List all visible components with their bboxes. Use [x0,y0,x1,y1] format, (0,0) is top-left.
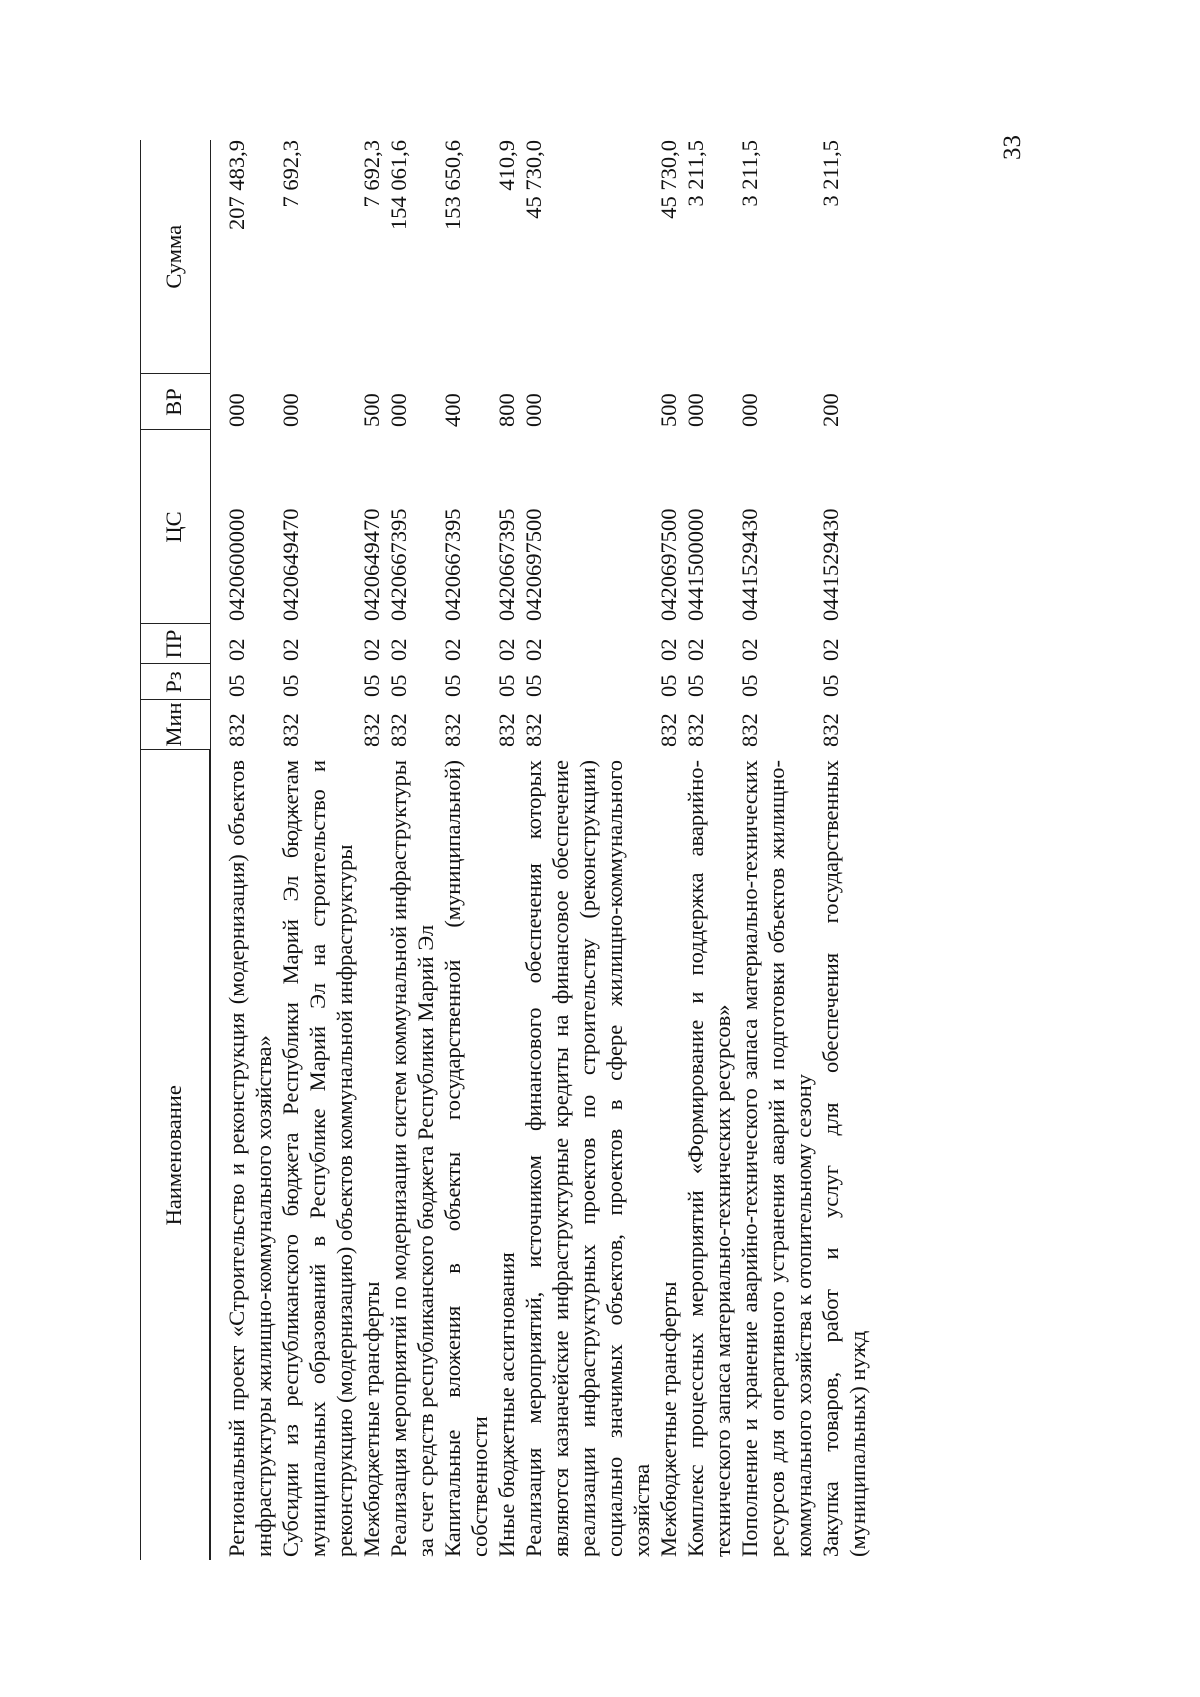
row-cs: 0441500000 [683,508,708,621]
row-name: Реализация мероприятий, источником финансового обеспечения которых являются казначейские инфраструктурные кредиты на финансовое обеспечение реализации инфраструктурных проектов по строительству (реконструкции) социально значимых объектов, проектов в сфере жилищно-коммунального хозяйства [521,760,654,1557]
row-name: Региональный проект «Строительство и реконструкция (модернизация) объектов инфраструктуры жилищно-коммунального хозяйства» [224,760,276,1557]
row-name: Капитальные вложения в объекты государственной (муниципальной) собственности [440,760,492,1557]
row-cs: 0420667395 [386,508,411,621]
table-row [439,140,493,1560]
row-vr: 000 [278,393,303,427]
table-row [520,140,655,1560]
row-vr: 500 [656,393,681,427]
row-rz: 05 [359,674,384,697]
row-vr: 500 [359,393,384,427]
row-rz: 05 [683,674,708,697]
row-cs: 0441529430 [818,508,843,621]
row-sum: 410,9 [494,140,519,191]
row-vr: 000 [521,393,546,427]
row-name: Межбюджетные трансферты [359,1281,384,1557]
row-name: Комплекс процессных мероприятий «Формирование и поддержка аварийно-технического запаса материально-технических ресурсов» [683,760,735,1557]
row-pr: 02 [521,638,546,661]
row-rz: 05 [521,674,546,697]
header-vr: ВР [141,374,211,430]
row-vr: 000 [737,393,762,427]
table-body [210,140,871,1560]
row-cs: 0420667395 [440,508,465,621]
table-row [736,140,817,1560]
header-sum: Сумма [141,140,211,374]
row-cs: 0441529430 [737,508,762,621]
row-vr: 000 [223,393,249,427]
row-rz: 05 [656,674,681,697]
row-cs: 0420649470 [278,508,303,621]
row-cs: 0420649470 [359,508,384,621]
header-name: Наименование [141,750,211,1560]
row-min: 832 [359,713,384,747]
row-name: Реализация мероприятий по модернизации систем коммунальной инфраструктуры за счет средств республиканского бюджета Республики Марий Эл [386,760,438,1557]
row-min: 832 [278,713,303,747]
row-pr: 02 [683,638,708,661]
header-pr: ПР [141,624,211,664]
table-header [141,140,211,1560]
row-pr: 02 [656,638,681,661]
row-min: 832 [440,713,465,747]
page-number: 33 [999,135,1026,160]
row-sum: 45 730,0 [656,140,681,219]
row-pr: 02 [818,638,843,661]
row-pr: 02 [278,638,303,661]
row-rz: 05 [818,674,843,697]
row-cs: 0420697500 [656,508,681,621]
row-sum: 7 692,3 [359,140,384,208]
row-min: 832 [737,713,762,747]
row-cs: 0420667395 [494,508,519,621]
row-pr: 02 [494,638,519,661]
row-rz: 05 [223,674,249,697]
table-row [385,140,439,1560]
row-min: 832 [494,713,519,747]
row-sum: 3 211,5 [683,140,708,207]
row-min: 832 [683,713,708,747]
row-min: 832 [386,713,411,747]
row-min: 832 [223,713,249,747]
row-pr: 02 [223,638,249,661]
row-name: Пополнение и хранение аварийно-технического запаса материально-технических ресурсов для оперативного устранения аварий и подготовки объектов жилищно-коммунального хозяйства к отопительному сезону [737,760,816,1557]
row-rz: 05 [278,674,303,697]
row-rz: 05 [440,674,465,697]
row-pr: 02 [440,638,465,661]
row-rz: 05 [494,674,519,697]
rotated-table-container [140,140,871,1560]
row-pr: 02 [359,638,384,661]
row-name: Межбюджетные трансферты [656,1281,681,1557]
row-pr: 02 [386,638,411,661]
header-rz: Рз [141,664,211,700]
row-rz: 05 [737,674,762,697]
row-sum: 153 650,6 [440,140,465,230]
row-min: 832 [818,713,843,747]
table-row [817,140,871,1560]
table-row [210,140,277,1560]
row-cs: 0420697500 [521,508,546,621]
table-row [277,140,358,1560]
header-cs: ЦС [141,430,211,624]
row-min: 832 [521,713,546,747]
table-row [358,140,385,1560]
row-name: Иные бюджетные ассигнования [494,1252,519,1557]
table-row [493,140,520,1560]
row-name: Субсидии из республиканского бюджета Республики Марий Эл бюджетам муниципальных образований в Республике Марий Эл на строительство и реконструкцию (модернизацию) объектов коммунальной инфраструктуры [278,760,357,1557]
row-rz: 05 [386,674,411,697]
budget-table [140,140,871,1560]
row-sum: 207 483,9 [223,140,249,230]
row-vr: 800 [494,393,519,427]
row-vr: 000 [683,393,708,427]
row-name: Закупка товаров, работ и услуг для обеспечения государственных (муниципальных) нужд [818,760,870,1557]
row-sum: 45 730,0 [521,140,546,219]
row-cs: 0420600000 [223,508,249,621]
row-vr: 400 [440,393,465,427]
table-row [655,140,682,1560]
row-pr: 02 [737,638,762,661]
row-vr: 200 [818,393,843,427]
row-sum: 7 692,3 [278,140,303,208]
table-row [682,140,736,1560]
row-vr: 000 [386,393,411,427]
header-row [141,140,211,1560]
row-min: 832 [656,713,681,747]
row-sum: 3 211,5 [737,140,762,207]
header-min: Мин [141,700,211,750]
row-sum: 3 211,5 [818,140,843,207]
row-sum: 154 061,6 [386,140,411,230]
